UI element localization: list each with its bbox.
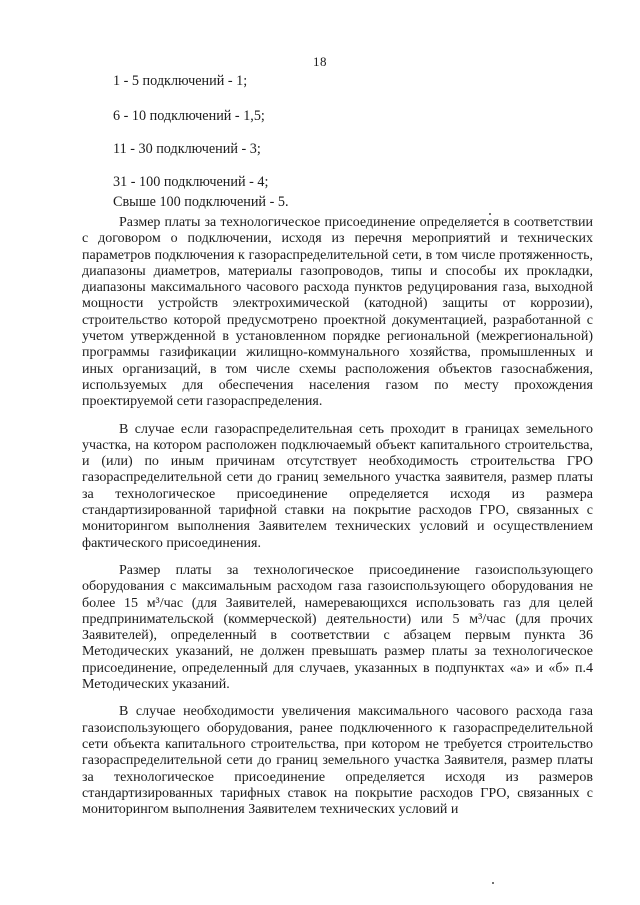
list-item: 1 - 5 подключений - 1;	[113, 73, 248, 89]
paragraph: В случае необходимости увеличения максимального часового расхода газа газоиспользующего оборудования, ранее подключенного к газораспределительной сети объекта капитального строительства, при котором не требуется строительство газораспределительной сети до границ земельного участка Заявителя, размер платы за технологическое присоединение определяется исходя из размеров стандартизированных тарифных ставок на покрытие расходов ГРО, связанных с мониторингом выполнения Заявителем технических условий и	[82, 704, 593, 818]
paragraph: Размер платы за технологическое присоединение газоиспользующего оборудования с максимальным расходом газа газоиспользующего оборудования не более 15 м³/час (для Заявителей, намеревающихся использовать газ для целей предпринимательской (коммерческой) деятельности) или 5 м³/час (для прочих Заявителей), определенный в соответствии с абзацем первым пункта 36 Методических указаний, не должен превышать размер платы за технологическое присоединение, определенный для случаев, указанных в подпунктах «а» и «б» п.4 Методических указаний.	[82, 562, 593, 693]
page-number: 18	[313, 54, 327, 69]
list-item: 6 - 10 подключений - 1,5;	[113, 108, 265, 124]
list-item: 11 - 30 подключений - 3;	[113, 141, 261, 157]
paragraph: В случае если газораспределительная сеть проходит в границах земельного участка, на котором расположен подключаемый объект капитального строительства, и (или) по иным причинам отсутствует необходимость строительства ГРО газораспределительной сети до границ земельного участка заявителя, размер платы за технологическое присоединение определяется исходя из размера стандартизированной тарифной ставки на покрытие расходов ГРО, связанных с мониторингом выполнения Заявителем технических условий и осуществлением фактического присоединения.	[82, 421, 593, 551]
list-item: 31 - 100 подключений - 4;	[113, 174, 269, 190]
scan-speck	[492, 882, 494, 884]
list-item: Свыше 100 подключений - 5.	[113, 194, 289, 210]
scan-speck	[489, 213, 491, 215]
body-text	[82, 215, 593, 829]
paragraph: Размер платы за технологическое присоединение определяется в соответствии с договором о подключении, исходя из перечня мероприятий и технических параметров подключения к газораспределительной сети, в том числе протяженность, диапазоны диаметров, материалы газопроводов, типы и способы их прокладки, диапазоны максимального часового расхода пунктов редуцирования газа, выходной мощности устройств электрохимической (катодной) защиты от коррозии), строительство которой предусмотрено проектной документацией, разработанной с учетом утвержденной в установленном порядке региональной (межрегиональной) программы газификации жилищно-коммунального хозяйства, промышленных и иных организаций, в том числе схемы расположения объектов газоснабжения, используемых для обеспечения населения газом по месту прохождения проектируемой сети газораспределения.	[82, 215, 593, 410]
